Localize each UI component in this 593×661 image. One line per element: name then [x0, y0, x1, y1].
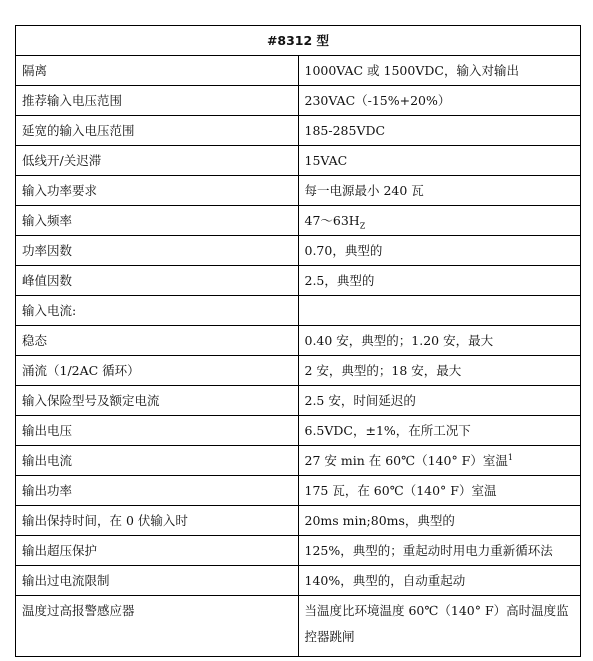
footnote-marker: 1	[507, 452, 513, 462]
row-value: 2.5，典型的	[298, 266, 581, 296]
row-label: 输入电流:	[16, 296, 299, 326]
table-title: #8312 型	[16, 26, 581, 56]
row-label: 低线开/关迟滞	[16, 146, 299, 176]
table-row	[16, 206, 581, 236]
row-value: 当温度比环境温度 60℃（140° F）高时温度监控器跳闸	[298, 596, 581, 657]
row-label: 输出电压	[16, 416, 299, 446]
title-row	[16, 26, 581, 56]
row-label: 输出保持时间，在 0 伏输入时	[16, 506, 299, 536]
row-label: 涌流（1/2AC 循环）	[16, 356, 299, 386]
table-row	[16, 116, 581, 146]
row-value: 0.70，典型的	[298, 236, 581, 266]
table-row	[16, 326, 581, 356]
table-row	[16, 236, 581, 266]
row-label: 功率因数	[16, 236, 299, 266]
row-value	[298, 206, 581, 236]
row-value	[298, 446, 581, 476]
row-label: 输入保险型号及额定电流	[16, 386, 299, 416]
row-label: 延宽的输入电压范围	[16, 116, 299, 146]
row-value: 2.5 安，时间延迟的	[298, 386, 581, 416]
table-row	[16, 476, 581, 506]
row-label: 推荐输入电压范围	[16, 86, 299, 116]
row-value: 2 安，典型的；18 安，最大	[298, 356, 581, 386]
table-row	[16, 536, 581, 566]
row-value: 每一电源最小 240 瓦	[298, 176, 581, 206]
row-value: 0.40 安，典型的；1.20 安，最大	[298, 326, 581, 356]
table-row	[16, 506, 581, 536]
row-value: 175 瓦，在 60℃（140° F）室温	[298, 476, 581, 506]
row-label: 输出过电流限制	[16, 566, 299, 596]
table-row	[16, 416, 581, 446]
row-value: 20ms min;80ms，典型的	[298, 506, 581, 536]
row-label: 隔离	[16, 56, 299, 86]
frequency-subscript: Z	[359, 221, 366, 231]
table-row	[16, 296, 581, 326]
output-current-text: 27 安 min 在 60℃（140° F）室温	[304, 453, 508, 468]
row-value: 230VAC（-15%+20%）	[298, 86, 581, 116]
row-value	[298, 296, 581, 326]
row-value: 125%，典型的；重起动时用电力重新循环法	[298, 536, 581, 566]
table-row	[16, 176, 581, 206]
row-value: 15VAC	[298, 146, 581, 176]
table-row	[16, 566, 581, 596]
row-value: 1000VAC 或 1500VDC，输入对输出	[298, 56, 581, 86]
table-row	[16, 596, 581, 657]
spec-table	[15, 25, 581, 657]
row-label: 输入功率要求	[16, 176, 299, 206]
table-row	[16, 446, 581, 476]
table-row	[16, 86, 581, 116]
row-value: 6.5VDC，±1%，在所工况下	[298, 416, 581, 446]
table-row	[16, 56, 581, 86]
table-row	[16, 266, 581, 296]
row-label: 输出功率	[16, 476, 299, 506]
table-row	[16, 356, 581, 386]
row-label: 稳态	[16, 326, 299, 356]
frequency-text: 47～63H	[304, 213, 360, 228]
row-label: 峰值因数	[16, 266, 299, 296]
row-label: 输入频率	[16, 206, 299, 236]
row-label: 温度过高报警感应器	[16, 596, 299, 657]
row-value: 140%，典型的，自动重起动	[298, 566, 581, 596]
row-label: 输出超压保护	[16, 536, 299, 566]
table-row	[16, 386, 581, 416]
table-row	[16, 146, 581, 176]
row-label: 输出电流	[16, 446, 299, 476]
row-value: 185-285VDC	[298, 116, 581, 146]
